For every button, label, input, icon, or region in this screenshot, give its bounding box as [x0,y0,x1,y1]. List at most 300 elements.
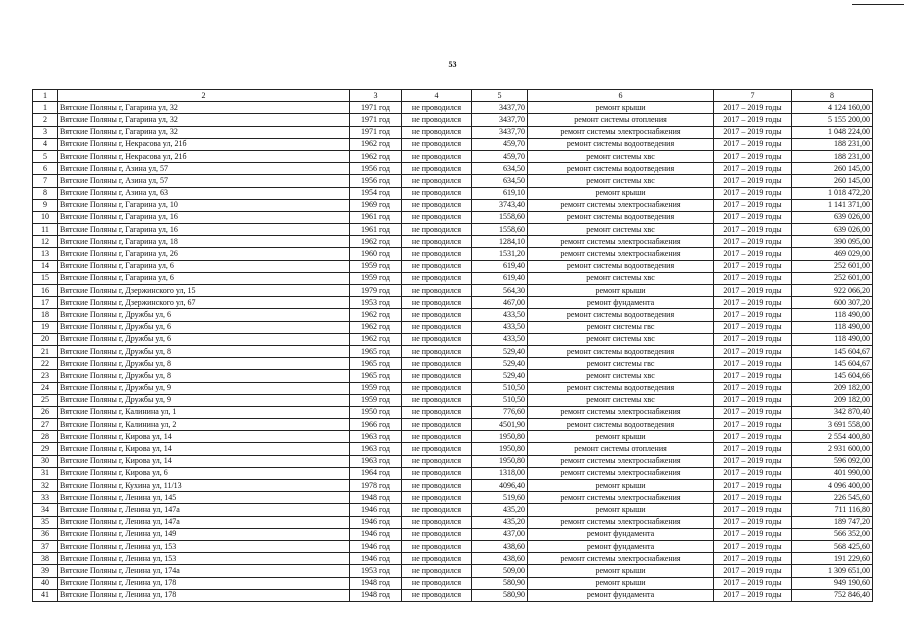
address-cell: Вятские Поляны г, Дружбы ул, 6 [58,309,350,321]
work-type-cell: ремонт системы электроснабжения [528,492,714,504]
area-cell: 3743,40 [472,199,528,211]
table-row [33,114,873,126]
work-type-cell: ремонт системы водоотведения [528,163,714,175]
last-repair-cell: не проводился [402,321,472,333]
table-row [33,260,873,272]
work-type-cell: ремонт системы электроснабжения [528,126,714,138]
cost-cell: 639 026,00 [792,211,873,223]
table-row [33,406,873,418]
work-type-cell: ремонт фундамента [528,528,714,540]
table-row [33,467,873,479]
last-repair-cell: не проводился [402,589,472,601]
work-type-cell: ремонт крыши [528,102,714,114]
table-row [33,309,873,321]
address-cell: Вятские Поляны г, Кухина ул, 11/13 [58,480,350,492]
area-cell: 1950,80 [472,443,528,455]
address-cell: Вятские Поляны г, Ленина ул, 178 [58,589,350,601]
row-number: 36 [33,528,58,540]
table-row [33,272,873,284]
address-cell: Вятские Поляны г, Ленина ул, 174а [58,565,350,577]
period-cell: 2017 – 2019 годы [714,565,792,577]
area-cell: 1284,10 [472,236,528,248]
area-cell: 619,40 [472,260,528,272]
area-cell: 519,60 [472,492,528,504]
area-cell: 3437,70 [472,126,528,138]
build-year-cell: 1948 год [350,589,402,601]
column-header: 8 [792,90,873,102]
area-cell: 1950,80 [472,431,528,443]
address-cell: Вятские Поляны г, Гагарина ул, 16 [58,224,350,236]
table-row [33,577,873,589]
work-type-cell: ремонт системы хвс [528,224,714,236]
row-number: 6 [33,163,58,175]
build-year-cell: 1948 год [350,577,402,589]
row-number: 4 [33,138,58,150]
build-year-cell: 1969 год [350,199,402,211]
work-type-cell: ремонт системы электроснабжения [528,236,714,248]
last-repair-cell: не проводился [402,309,472,321]
work-type-cell: ремонт системы водоотведения [528,382,714,394]
column-header: 7 [714,90,792,102]
last-repair-cell: не проводился [402,150,472,162]
build-year-cell: 1963 год [350,443,402,455]
cost-cell: 566 352,00 [792,528,873,540]
row-number: 33 [33,492,58,504]
last-repair-cell: не проводился [402,211,472,223]
build-year-cell: 1962 год [350,150,402,162]
table-row [33,589,873,601]
cost-cell: 260 145,00 [792,163,873,175]
address-cell: Вятские Поляны г, Некрасова ул, 21б [58,138,350,150]
table-row [33,224,873,236]
last-repair-cell: не проводился [402,467,472,479]
last-repair-cell: не проводился [402,577,472,589]
last-repair-cell: не проводился [402,224,472,236]
period-cell: 2017 – 2019 годы [714,358,792,370]
cost-cell: 469 029,00 [792,248,873,260]
last-repair-cell: не проводился [402,358,472,370]
address-cell: Вятские Поляны г, Ленина ул, 149 [58,528,350,540]
area-cell: 634,50 [472,175,528,187]
build-year-cell: 1959 год [350,272,402,284]
area-cell: 580,90 [472,589,528,601]
period-cell: 2017 – 2019 годы [714,126,792,138]
period-cell: 2017 – 2019 годы [714,382,792,394]
cost-cell: 4 096 400,00 [792,480,873,492]
address-cell: Вятские Поляны г, Азина ул, 63 [58,187,350,199]
last-repair-cell: не проводился [402,443,472,455]
build-year-cell: 1959 год [350,394,402,406]
table-row [33,175,873,187]
work-type-cell: ремонт крыши [528,565,714,577]
table-row [33,345,873,357]
build-year-cell: 1954 год [350,187,402,199]
last-repair-cell: не проводился [402,492,472,504]
row-number: 37 [33,540,58,552]
area-cell: 529,40 [472,358,528,370]
area-cell: 1558,60 [472,211,528,223]
table-row [33,297,873,309]
table-row [33,236,873,248]
row-number: 8 [33,187,58,199]
cost-cell: 639 026,00 [792,224,873,236]
cost-cell: 1 309 651,00 [792,565,873,577]
last-repair-cell: не проводился [402,382,472,394]
build-year-cell: 1960 год [350,248,402,260]
build-year-cell: 1953 год [350,297,402,309]
work-type-cell: ремонт крыши [528,504,714,516]
work-type-cell: ремонт системы отопления [528,443,714,455]
table-row [33,248,873,260]
table-row [33,163,873,175]
build-year-cell: 1965 год [350,358,402,370]
table-row [33,358,873,370]
table-row [33,443,873,455]
period-cell: 2017 – 2019 годы [714,260,792,272]
row-number: 32 [33,480,58,492]
row-number: 29 [33,443,58,455]
table-body [33,102,873,602]
work-type-cell: ремонт системы водоотведения [528,309,714,321]
table-row [33,138,873,150]
build-year-cell: 1956 год [350,175,402,187]
address-cell: Вятские Поляны г, Дружбы ул, 6 [58,333,350,345]
last-repair-cell: не проводился [402,565,472,577]
cost-cell: 118 490,00 [792,321,873,333]
build-year-cell: 1961 год [350,211,402,223]
table-row [33,333,873,345]
work-type-cell: ремонт системы электроснабжения [528,248,714,260]
cost-cell: 949 190,60 [792,577,873,589]
row-number: 34 [33,504,58,516]
work-type-cell: ремонт фундамента [528,589,714,601]
row-number: 31 [33,467,58,479]
work-type-cell: ремонт крыши [528,431,714,443]
address-cell: Вятские Поляны г, Кирова ул, 14 [58,431,350,443]
last-repair-cell: не проводился [402,528,472,540]
build-year-cell: 1948 год [350,492,402,504]
row-number: 11 [33,224,58,236]
work-type-cell: ремонт системы электроснабжения [528,406,714,418]
area-cell: 776,60 [472,406,528,418]
row-number: 26 [33,406,58,418]
row-number: 16 [33,285,58,297]
row-number: 41 [33,589,58,601]
table-row [33,199,873,211]
row-number: 9 [33,199,58,211]
period-cell: 2017 – 2019 годы [714,370,792,382]
work-type-cell: ремонт системы электроснабжения [528,467,714,479]
work-type-cell: ремонт крыши [528,480,714,492]
build-year-cell: 1946 год [350,553,402,565]
build-year-cell: 1966 год [350,419,402,431]
address-cell: Вятские Поляны г, Кирова ул, 14 [58,443,350,455]
period-cell: 2017 – 2019 годы [714,589,792,601]
cost-cell: 1 048 224,00 [792,126,873,138]
table-header-row [33,90,873,102]
row-number: 39 [33,565,58,577]
period-cell: 2017 – 2019 годы [714,540,792,552]
last-repair-cell: не проводился [402,394,472,406]
last-repair-cell: не проводился [402,138,472,150]
row-number: 40 [33,577,58,589]
build-year-cell: 1965 год [350,370,402,382]
period-cell: 2017 – 2019 годы [714,345,792,357]
address-cell: Вятские Поляны г, Ленина ул, 153 [58,540,350,552]
address-cell: Вятские Поляны г, Кирова ул, 14 [58,455,350,467]
last-repair-cell: не проводился [402,102,472,114]
address-cell: Вятские Поляны г, Ленина ул, 145 [58,492,350,504]
row-number: 20 [33,333,58,345]
cost-cell: 1 018 472,20 [792,187,873,199]
work-type-cell: ремонт фундамента [528,540,714,552]
build-year-cell: 1950 год [350,406,402,418]
column-header: 2 [58,90,350,102]
cost-cell: 145 604,66 [792,370,873,382]
address-cell: Вятские Поляны г, Дружбы ул, 9 [58,394,350,406]
area-cell: 4096,40 [472,480,528,492]
area-cell: 529,40 [472,370,528,382]
cost-cell: 600 307,20 [792,297,873,309]
cost-cell: 209 182,00 [792,394,873,406]
area-cell: 459,70 [472,138,528,150]
table-row [33,455,873,467]
build-year-cell: 1946 год [350,528,402,540]
period-cell: 2017 – 2019 годы [714,553,792,565]
area-cell: 4501,90 [472,419,528,431]
build-year-cell: 1953 год [350,565,402,577]
period-cell: 2017 – 2019 годы [714,248,792,260]
period-cell: 2017 – 2019 годы [714,102,792,114]
area-cell: 510,50 [472,394,528,406]
period-cell: 2017 – 2019 годы [714,199,792,211]
area-cell: 1950,80 [472,455,528,467]
address-cell: Вятские Поляны г, Дружбы ул, 6 [58,321,350,333]
cost-cell: 5 155 200,00 [792,114,873,126]
last-repair-cell: не проводился [402,114,472,126]
build-year-cell: 1959 год [350,260,402,272]
period-cell: 2017 – 2019 годы [714,577,792,589]
area-cell: 1558,60 [472,224,528,236]
period-cell: 2017 – 2019 годы [714,492,792,504]
row-number: 17 [33,297,58,309]
address-cell: Вятские Поляны г, Дзержинского ул, 15 [58,285,350,297]
period-cell: 2017 – 2019 годы [714,114,792,126]
area-cell: 619,40 [472,272,528,284]
period-cell: 2017 – 2019 годы [714,285,792,297]
row-number: 23 [33,370,58,382]
period-cell: 2017 – 2019 годы [714,467,792,479]
build-year-cell: 1963 год [350,431,402,443]
period-cell: 2017 – 2019 годы [714,528,792,540]
table-row [33,492,873,504]
page-number: 53 [448,60,457,69]
address-cell: Вятские Поляны г, Ленина ул, 153 [58,553,350,565]
work-type-cell: ремонт системы отопления [528,114,714,126]
build-year-cell: 1978 год [350,480,402,492]
address-cell: Вятские Поляны г, Гагарина ул, 32 [58,114,350,126]
address-cell: Вятские Поляны г, Гагарина ул, 6 [58,272,350,284]
address-cell: Вятские Поляны г, Дружбы ул, 8 [58,358,350,370]
period-cell: 2017 – 2019 годы [714,150,792,162]
period-cell: 2017 – 2019 годы [714,431,792,443]
cost-cell: 188 231,00 [792,150,873,162]
row-number: 7 [33,175,58,187]
cost-cell: 260 145,00 [792,175,873,187]
work-type-cell: ремонт системы хвс [528,333,714,345]
build-year-cell: 1956 год [350,163,402,175]
work-type-cell: ремонт системы водоотведения [528,345,714,357]
address-cell: Вятские Поляны г, Калинина ул, 1 [58,406,350,418]
cost-cell: 752 846,40 [792,589,873,601]
table-row [33,528,873,540]
last-repair-cell: не проводился [402,163,472,175]
row-number: 27 [33,419,58,431]
last-repair-cell: не проводился [402,504,472,516]
area-cell: 438,60 [472,553,528,565]
column-header: 3 [350,90,402,102]
area-cell: 437,00 [472,528,528,540]
table-row [33,419,873,431]
address-cell: Вятские Поляны г, Дружбы ул, 8 [58,370,350,382]
address-cell: Вятские Поляны г, Ленина ул, 147а [58,516,350,528]
cost-cell: 118 490,00 [792,309,873,321]
row-number: 18 [33,309,58,321]
area-cell: 529,40 [472,345,528,357]
last-repair-cell: не проводился [402,187,472,199]
cost-cell: 4 124 160,00 [792,102,873,114]
cost-cell: 118 490,00 [792,333,873,345]
address-cell: Вятские Поляны г, Гагарина ул, 6 [58,260,350,272]
area-cell: 634,50 [472,163,528,175]
work-type-cell: ремонт системы электроснабжения [528,553,714,565]
table-row [33,565,873,577]
table-row [33,553,873,565]
address-cell: Вятские Поляны г, Дружбы ул, 8 [58,345,350,357]
address-cell: Вятские Поляны г, Дзержинского ул, 67 [58,297,350,309]
last-repair-cell: не проводился [402,406,472,418]
area-cell: 438,60 [472,540,528,552]
address-cell: Вятские Поляны г, Кирова ул, 6 [58,467,350,479]
address-cell: Вятские Поляны г, Гагарина ул, 32 [58,126,350,138]
address-cell: Вятские Поляны г, Гагарина ул, 18 [58,236,350,248]
area-cell: 564,30 [472,285,528,297]
column-header: 6 [528,90,714,102]
period-cell: 2017 – 2019 годы [714,443,792,455]
last-repair-cell: не проводился [402,297,472,309]
period-cell: 2017 – 2019 годы [714,333,792,345]
period-cell: 2017 – 2019 годы [714,175,792,187]
table-row [33,285,873,297]
cost-cell: 189 747,20 [792,516,873,528]
area-cell: 433,50 [472,333,528,345]
table-row [33,102,873,114]
last-repair-cell: не проводился [402,260,472,272]
row-number: 15 [33,272,58,284]
address-cell: Вятские Поляны г, Гагарина ул, 32 [58,102,350,114]
work-type-cell: ремонт системы гвс [528,321,714,333]
row-number: 30 [33,455,58,467]
work-type-cell: ремонт системы водоотведения [528,419,714,431]
period-cell: 2017 – 2019 годы [714,480,792,492]
build-year-cell: 1961 год [350,224,402,236]
work-type-cell: ремонт крыши [528,577,714,589]
build-year-cell: 1946 год [350,540,402,552]
period-cell: 2017 – 2019 годы [714,224,792,236]
row-number: 1 [33,102,58,114]
cost-cell: 226 545,60 [792,492,873,504]
work-type-cell: ремонт системы хвс [528,370,714,382]
cost-cell: 209 182,00 [792,382,873,394]
capital-repair-table [32,89,873,602]
period-cell: 2017 – 2019 годы [714,138,792,150]
row-number: 35 [33,516,58,528]
work-type-cell: ремонт крыши [528,285,714,297]
row-number: 24 [33,382,58,394]
last-repair-cell: не проводился [402,272,472,284]
build-year-cell: 1962 год [350,333,402,345]
address-cell: Вятские Поляны г, Некрасова ул, 21б [58,150,350,162]
address-cell: Вятские Поляны г, Азина ул, 57 [58,175,350,187]
row-number: 19 [33,321,58,333]
period-cell: 2017 – 2019 годы [714,297,792,309]
area-cell: 619,10 [472,187,528,199]
cost-cell: 3 691 558,00 [792,419,873,431]
table-row [33,211,873,223]
cost-cell: 390 095,00 [792,236,873,248]
row-number: 25 [33,394,58,406]
table-row [33,431,873,443]
period-cell: 2017 – 2019 годы [714,455,792,467]
work-type-cell: ремонт системы хвс [528,394,714,406]
period-cell: 2017 – 2019 годы [714,236,792,248]
last-repair-cell: не проводился [402,480,472,492]
cost-cell: 568 425,60 [792,540,873,552]
period-cell: 2017 – 2019 годы [714,187,792,199]
area-cell: 435,20 [472,504,528,516]
address-cell: Вятские Поляны г, Гагарина ул, 26 [58,248,350,260]
row-number: 28 [33,431,58,443]
cost-cell: 922 066,20 [792,285,873,297]
row-number: 13 [33,248,58,260]
area-cell: 1531,20 [472,248,528,260]
table-row [33,187,873,199]
work-type-cell: ремонт системы водоотведения [528,138,714,150]
build-year-cell: 1959 год [350,382,402,394]
table-row [33,126,873,138]
column-header: 1 [33,90,58,102]
table-row [33,150,873,162]
work-type-cell: ремонт системы хвс [528,272,714,284]
build-year-cell: 1971 год [350,102,402,114]
row-number: 21 [33,345,58,357]
last-repair-cell: не проводился [402,285,472,297]
last-repair-cell: не проводился [402,419,472,431]
period-cell: 2017 – 2019 годы [714,309,792,321]
row-number: 2 [33,114,58,126]
address-cell: Вятские Поляны г, Дружбы ул, 9 [58,382,350,394]
area-cell: 459,70 [472,150,528,162]
work-type-cell: ремонт системы хвс [528,150,714,162]
address-cell: Вятские Поляны г, Гагарина ул, 16 [58,211,350,223]
address-cell: Вятские Поляны г, Ленина ул, 178 [58,577,350,589]
address-cell: Вятские Поляны г, Азина ул, 57 [58,163,350,175]
table-row [33,540,873,552]
cost-cell: 1 141 371,00 [792,199,873,211]
period-cell: 2017 – 2019 годы [714,272,792,284]
row-number: 12 [33,236,58,248]
work-type-cell: ремонт системы электроснабжения [528,516,714,528]
